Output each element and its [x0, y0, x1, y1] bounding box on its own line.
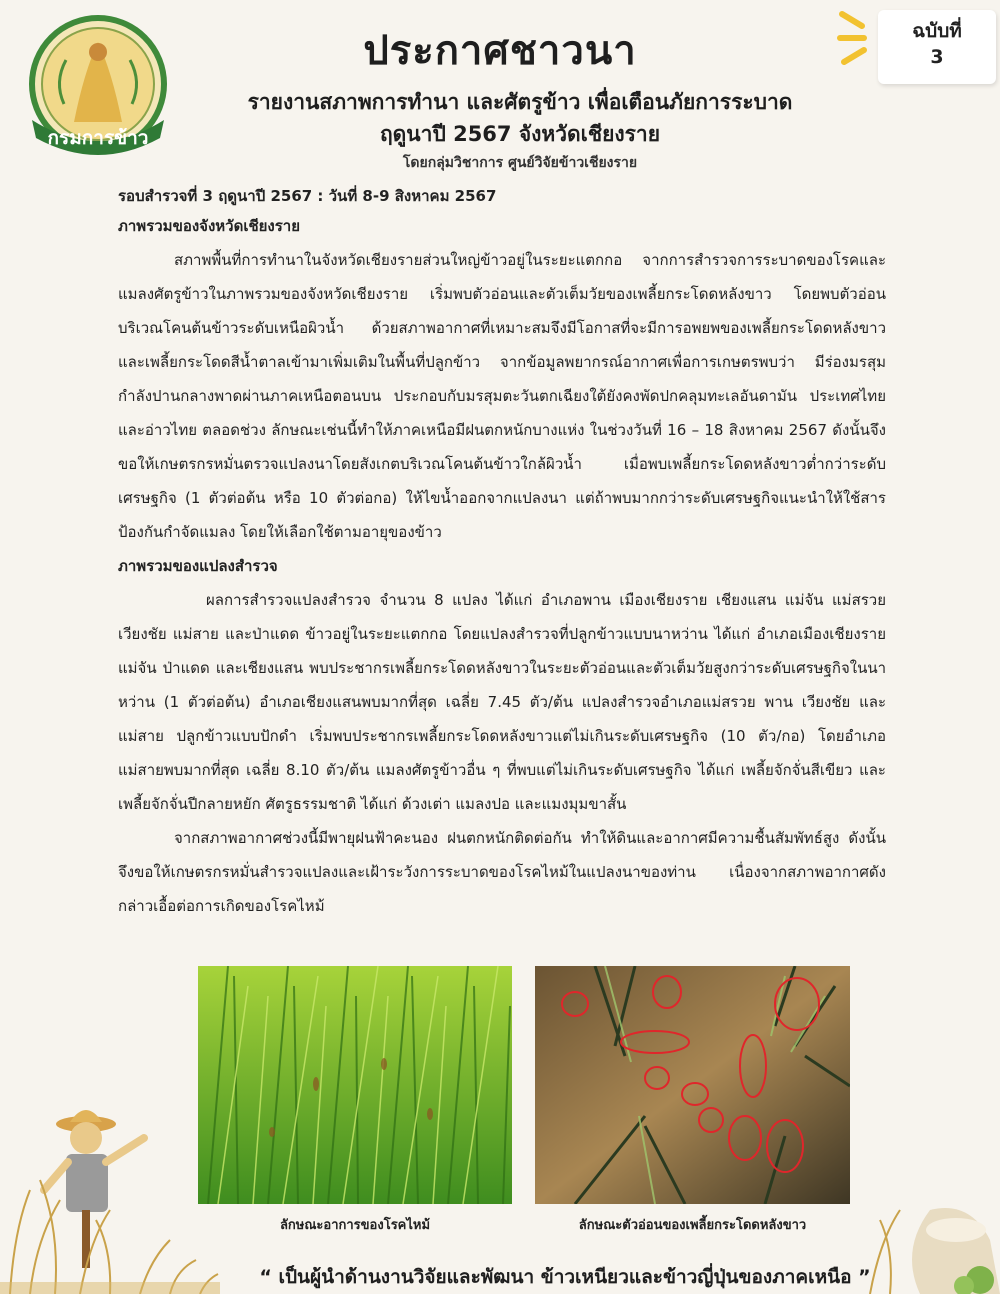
- issue-number: 3: [930, 46, 944, 68]
- issue-label: ฉบับที่: [912, 20, 962, 42]
- subtitle-line-1: รายงานสภาพการทำนา และศัตรูข้าว เพื่อเตือนภัยการระบาด: [247, 90, 793, 114]
- logo-text: กรมการข้าว: [47, 127, 149, 149]
- photo-caption-blast: ลักษณะอาการของโรคไหม้: [279, 1218, 431, 1233]
- rice-field-photo: [198, 966, 512, 1204]
- planthopper-photo: [535, 966, 850, 1204]
- report-body: [118, 183, 886, 923]
- survey-round: รอบสำรวจที่ 3 ฤดูนาปี 2567 : วันที่ 8-9 สิงหาคม 2567: [118, 187, 497, 205]
- paragraph-province: สภาพพื้นที่การทำนาในจังหวัดเชียงรายส่วนใหญ่ข้าวอยู่ในระยะแตกกอ จากการสำรวจการระบาดของโรคและแมลงศัตรูข้าวในภาพรวมของจังหวัดเชียงราย เริ่มพบตัวอ่อนและตัวเต็มวัยของเพลี้ยกระโดดหลังขาว โดยพบตัวอ่อนบริเวณโคนต้นข้าวระดับเหนือผิวน้ำ ด้วยสภาพอากาศที่เหมาะสมจึงมีโอกาสที่จะมีการอพยพของเพลี้ยกระโดดหลังขาวและเพลี้ยกระโดดสีน้ำตาลเข้ามาเพิ่มเติมในพื้นที่ปลูกข้าว จากข้อมูลพยากรณ์อากาศเพื่อการเกษตรพบว่า มีร่องมรสุมกำลังปานกลางพาดผ่านภาคเหนือตอนบน ประกอบกับมรสุมตะวันตกเฉียงใต้ยังคงพัดปกคลุมทะเลอันดามัน ประเทศไทย และอ่าวไทย ตลอดช่วง ลักษณะเช่นนี้ทำให้ภาคเหนือมีฝนตกหนักบางแห่ง ในช่วงวันที่ 16 – 18 สิงหาคม 2567 ดังนั้นจึงขอให้เกษตรกรหมั่นตรวจแปลงนาโดยสังเกตบริเวณโคนต้นข้าวใกล้ผิวน้ำ เมื่อพบเพลี้ยกระโดดหลังขาวต่ำกว่าระดับเศรษฐกิจ (1 ตัวต่อต้น หรือ 10 ตัวต่อกอ) ให้ไขน้ำออกจากแปลงนา แต่ถ้าพบมากกว่าระดับเศรษฐกิจแนะนำให้ใช้สารป้องกันกำจัดแมลง โดยให้เลือกใช้ตามอายุของข้าว: [118, 251, 886, 541]
- motto: “ เป็นผู้นำด้านงานวิจัยและพัฒนา ข้าวเหนียวและข้าวญี่ปุ่นของภาคเหนือ ”: [259, 1266, 871, 1288]
- paragraph-plots: ผลการสำรวจแปลงสำรวจ จำนวน 8 แปลง ได้แก่ อำเภอพาน เมืองเชียงราย เชียงแสน แม่จัน แม่สรวย เวียงชัย แม่สาย และป่าแดด ข้าวอยู่ในระยะแตกกอ โดยแปลงสำรวจที่ปลูกข้าวแบบนาหว่าน ได้แก่ อำเภอเมืองเชียงราย แม่จัน ป่าแดด และเชียงแสน พบประชากรเพลี้ยกระโดดหลังขาวในระยะตัวอ่อนและตัวเต็มวัยสูงกว่าระดับเศรษฐกิจในนาหว่าน (1 ตัวต่อต้น) อำเภอเชียงแสนพบมากที่สุด เฉลี่ย 7.45 ตัว/ต้น แปลงสำรวจอำเภอแม่สรวย พาน เวียงชัย และแม่สาย ปลูกข้าวแบบปักดำ เริ่มพบประชากรเพลี้ยกระโดดหลังขาวแต่ไม่เกินระดับเศรษฐกิจ (10 ตัว/กอ) โดยอำเภอแม่สายพบมากที่สุด เฉลี่ย 8.10 ตัว/ต้น แมลงศัตรูข้าวอื่น ๆ ที่พบแต่ไม่เกินระดับเศรษฐกิจ ได้แก่ เพลี้ยจักจั่นสีเขียว และเพลี้ยจักจั่นปีกลายหยัก ศัตรูธรรมชาติ ได้แก่ ด้วงเต่า แมลงปอ และแมงมุมขาสั้น: [118, 591, 886, 813]
- page-title: ประกาศชาวนา: [363, 28, 637, 74]
- subtitle-line-2: ฤดูนาปี 2567 จังหวัดเชียงราย: [379, 122, 661, 146]
- section-heading-plots: ภาพรวมของแปลงสำรวจ: [118, 557, 278, 575]
- section-heading-province: ภาพรวมของจังหวัดเชียงราย: [118, 217, 301, 235]
- photo-caption-planthopper: ลักษณะตัวอ่อนของเพลี้ยกระโดดหลังขาว: [578, 1218, 807, 1233]
- paragraph-weather: จากสภาพอากาศช่วงนี้มีพายุฝนฟ้าคะนอง ฝนตกหนักติดต่อกัน ทำให้ดินและอากาศมีความชื้นสัมพัทธ์สูง ดังนั้นจึงขอให้เกษตรกรหมั่นสำรวจแปลงและเฝ้าระวังการระบาดของโรคไหม้ในแปลงนาของท่าน เนื่องจากสภาพอากาศดังกล่าวเอื้อต่อการเกิดของโรคไหม้: [118, 829, 886, 915]
- byline: โดยกลุ่มวิชาการ ศูนย์วิจัยข้าวเชียงราย: [402, 155, 638, 171]
